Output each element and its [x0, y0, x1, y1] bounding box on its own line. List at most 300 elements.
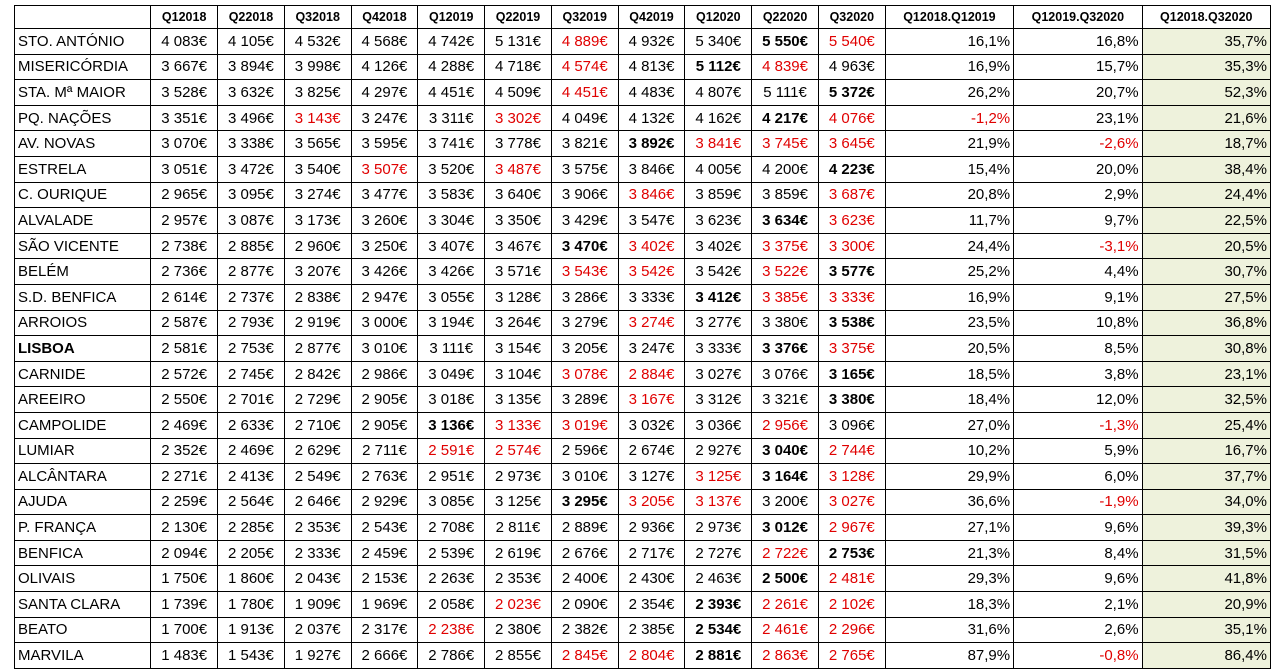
price-cell: 2 729€	[284, 387, 351, 413]
change-cell: 25,2%	[885, 259, 1013, 285]
table-row	[15, 233, 1271, 259]
price-cell: 2 745€	[218, 361, 285, 387]
price-cell: 2 564€	[218, 489, 285, 515]
price-cell: 3 032€	[618, 412, 685, 438]
price-cell: 3 632€	[218, 80, 285, 106]
price-cell: 3 321€	[752, 387, 819, 413]
change-cell: 2,6%	[1014, 617, 1142, 643]
price-cell: 3 998€	[284, 54, 351, 80]
price-cell: 2 413€	[218, 464, 285, 490]
price-cell: 2 711€	[351, 438, 418, 464]
price-cell: 2 058€	[418, 592, 485, 618]
price-cell: 2 614€	[151, 284, 218, 310]
change-cell: 16,9%	[885, 54, 1013, 80]
price-cell: 3 078€	[551, 361, 618, 387]
row-label: ALCÂNTARA	[15, 464, 151, 490]
change-cell: 22,5%	[1142, 208, 1270, 234]
price-cell: 3 640€	[485, 182, 552, 208]
price-cell: 3 000€	[351, 310, 418, 336]
column-header: Q12020	[685, 6, 752, 29]
price-cell: 2 333€	[284, 540, 351, 566]
change-cell: 38,4%	[1142, 156, 1270, 182]
price-cell: 1 860€	[218, 566, 285, 592]
price-cell: 4 509€	[485, 80, 552, 106]
change-cell: 3,8%	[1014, 361, 1142, 387]
price-cell: 4 005€	[685, 156, 752, 182]
change-cell: 87,9%	[885, 643, 1013, 669]
table-row	[15, 208, 1271, 234]
price-cell: 3 426€	[418, 259, 485, 285]
price-cell: 2 905€	[351, 387, 418, 413]
price-cell: 2 591€	[418, 438, 485, 464]
price-cell: 2 786€	[418, 643, 485, 669]
price-cell: 2 877€	[218, 259, 285, 285]
price-cell: 2 317€	[351, 617, 418, 643]
price-cell: 4 483€	[618, 80, 685, 106]
price-cell: 3 522€	[752, 259, 819, 285]
price-cell: 2 205€	[218, 540, 285, 566]
price-cell: 3 894€	[218, 54, 285, 80]
column-header: Q12019.Q32020	[1014, 6, 1142, 29]
price-cell: 2 738€	[151, 233, 218, 259]
price-cell: 3 125€	[685, 464, 752, 490]
column-header: Q12018	[151, 6, 218, 29]
change-cell: 21,9%	[885, 131, 1013, 157]
price-cell: 2 877€	[284, 336, 351, 362]
price-cell: 2 461€	[752, 617, 819, 643]
change-cell: -1,9%	[1014, 489, 1142, 515]
price-table	[14, 5, 1271, 669]
price-cell: 2 581€	[151, 336, 218, 362]
price-cell: 2 855€	[485, 643, 552, 669]
table-row	[15, 515, 1271, 541]
price-cell: 3 133€	[485, 412, 552, 438]
price-cell: 2 271€	[151, 464, 218, 490]
price-cell: 3 277€	[685, 310, 752, 336]
price-cell: 2 905€	[351, 412, 418, 438]
price-cell: 2 804€	[618, 643, 685, 669]
price-cell: 3 128€	[818, 464, 885, 490]
price-cell: 3 426€	[351, 259, 418, 285]
change-cell: 16,7%	[1142, 438, 1270, 464]
price-cell: 2 263€	[418, 566, 485, 592]
price-cell: 1 543€	[218, 643, 285, 669]
table-row	[15, 438, 1271, 464]
change-cell: 4,4%	[1014, 259, 1142, 285]
price-cell: 2 744€	[818, 438, 885, 464]
price-cell: 3 565€	[284, 131, 351, 157]
price-cell: 3 205€	[551, 336, 618, 362]
price-cell: 2 889€	[551, 515, 618, 541]
price-cell: 3 412€	[685, 284, 752, 310]
price-cell: 2 382€	[551, 617, 618, 643]
price-cell: 3 085€	[418, 489, 485, 515]
price-cell: 2 296€	[818, 617, 885, 643]
price-cell: 3 402€	[618, 233, 685, 259]
price-cell: 3 019€	[551, 412, 618, 438]
price-cell: 2 811€	[485, 515, 552, 541]
price-cell: 3 194€	[418, 310, 485, 336]
price-cell: 2 534€	[685, 617, 752, 643]
price-cell: 2 885€	[218, 233, 285, 259]
price-cell: 2 259€	[151, 489, 218, 515]
price-cell: 3 470€	[551, 233, 618, 259]
price-cell: 2 629€	[284, 438, 351, 464]
price-cell: 2 951€	[418, 464, 485, 490]
price-cell: 3 402€	[685, 233, 752, 259]
price-cell: 2 960€	[284, 233, 351, 259]
row-label: CAMPOLIDE	[15, 412, 151, 438]
price-cell: 2 838€	[284, 284, 351, 310]
price-cell: 3 375€	[818, 336, 885, 362]
price-cell: 2 353€	[284, 515, 351, 541]
price-cell: 4 532€	[284, 29, 351, 55]
price-cell: 3 018€	[418, 387, 485, 413]
price-cell: 3 010€	[551, 464, 618, 490]
price-cell: 3 055€	[418, 284, 485, 310]
price-cell: 4 076€	[818, 105, 885, 131]
price-cell: 1 750€	[151, 566, 218, 592]
price-cell: 3 125€	[485, 489, 552, 515]
price-cell: 3 540€	[284, 156, 351, 182]
price-cell: 2 094€	[151, 540, 218, 566]
price-cell: 3 143€	[284, 105, 351, 131]
price-cell: 2 463€	[685, 566, 752, 592]
table-row	[15, 54, 1271, 80]
price-cell: 2 947€	[351, 284, 418, 310]
row-label: S.D. BENFICA	[15, 284, 151, 310]
change-cell: 9,6%	[1014, 515, 1142, 541]
row-label: STA. Mª MAIOR	[15, 80, 151, 106]
table-row	[15, 566, 1271, 592]
price-cell: 2 380€	[485, 617, 552, 643]
price-cell: 3 520€	[418, 156, 485, 182]
change-cell: 21,6%	[1142, 105, 1270, 131]
price-cell: 3 825€	[284, 80, 351, 106]
price-cell: 3 260€	[351, 208, 418, 234]
price-cell: 2 539€	[418, 540, 485, 566]
price-cell: 2 550€	[151, 387, 218, 413]
price-cell: 3 076€	[752, 361, 819, 387]
row-label: BELÉM	[15, 259, 151, 285]
table-body	[15, 29, 1271, 669]
change-cell: 10,8%	[1014, 310, 1142, 336]
price-cell: 2 130€	[151, 515, 218, 541]
price-cell: 3 906€	[551, 182, 618, 208]
change-cell: 35,3%	[1142, 54, 1270, 80]
price-cell: 2 023€	[485, 592, 552, 618]
change-cell: 23,1%	[1014, 105, 1142, 131]
change-cell: 20,0%	[1014, 156, 1142, 182]
price-cell: 4 132€	[618, 105, 685, 131]
price-cell: 2 352€	[151, 438, 218, 464]
price-cell: 3 687€	[818, 182, 885, 208]
price-cell: 2 090€	[551, 592, 618, 618]
price-cell: 3 096€	[818, 412, 885, 438]
change-cell: -1,2%	[885, 105, 1013, 131]
change-cell: 6,0%	[1014, 464, 1142, 490]
price-cell: 4 889€	[551, 29, 618, 55]
price-cell: 2 701€	[218, 387, 285, 413]
price-cell: 4 200€	[752, 156, 819, 182]
price-cell: 3 892€	[618, 131, 685, 157]
table-row	[15, 361, 1271, 387]
price-cell: 2 385€	[618, 617, 685, 643]
price-cell: 3 012€	[752, 515, 819, 541]
change-cell: 20,8%	[885, 182, 1013, 208]
change-cell: 32,5%	[1142, 387, 1270, 413]
price-cell: 4 742€	[418, 29, 485, 55]
table-row	[15, 80, 1271, 106]
price-cell: 2 037€	[284, 617, 351, 643]
price-cell: 2 543€	[351, 515, 418, 541]
price-cell: 3 859€	[685, 182, 752, 208]
price-cell: 3 127€	[618, 464, 685, 490]
change-cell: 35,1%	[1142, 617, 1270, 643]
price-cell: 3 173€	[284, 208, 351, 234]
change-cell: 11,7%	[885, 208, 1013, 234]
price-cell: 3 154€	[485, 336, 552, 362]
price-cell: 3 741€	[418, 131, 485, 157]
change-cell: 12,0%	[1014, 387, 1142, 413]
change-cell: 20,5%	[885, 336, 1013, 362]
price-cell: 5 550€	[752, 29, 819, 55]
price-cell: 5 112€	[685, 54, 752, 80]
price-cell: 3 507€	[351, 156, 418, 182]
change-cell: 16,8%	[1014, 29, 1142, 55]
price-cell: 2 354€	[618, 592, 685, 618]
price-cell: 3 200€	[752, 489, 819, 515]
row-label: AJUDA	[15, 489, 151, 515]
price-cell: 2 676€	[551, 540, 618, 566]
row-label: AV. NOVAS	[15, 131, 151, 157]
price-cell: 2 727€	[685, 540, 752, 566]
table-row	[15, 156, 1271, 182]
price-cell: 3 351€	[151, 105, 218, 131]
change-cell: 9,6%	[1014, 566, 1142, 592]
price-cell: 2 967€	[818, 515, 885, 541]
price-cell: 3 264€	[485, 310, 552, 336]
change-cell: 20,9%	[1142, 592, 1270, 618]
row-label: MARVILA	[15, 643, 151, 669]
change-cell: 8,5%	[1014, 336, 1142, 362]
change-cell: -3,1%	[1014, 233, 1142, 259]
table-row	[15, 336, 1271, 362]
price-cell: 3 104€	[485, 361, 552, 387]
price-cell: 2 753€	[818, 540, 885, 566]
change-cell: 30,8%	[1142, 336, 1270, 362]
table-row	[15, 105, 1271, 131]
change-cell: 35,7%	[1142, 29, 1270, 55]
change-cell: 41,8%	[1142, 566, 1270, 592]
change-cell: 20,7%	[1014, 80, 1142, 106]
change-cell: 16,9%	[885, 284, 1013, 310]
row-label: BENFICA	[15, 540, 151, 566]
price-cell: 2 973€	[485, 464, 552, 490]
row-label: C. OURIQUE	[15, 182, 151, 208]
price-cell: 4 963€	[818, 54, 885, 80]
row-label: LISBOA	[15, 336, 151, 362]
price-cell: 2 927€	[685, 438, 752, 464]
price-cell: 4 297€	[351, 80, 418, 106]
price-cell: 3 070€	[151, 131, 218, 157]
change-cell: 37,7%	[1142, 464, 1270, 490]
price-cell: 3 333€	[685, 336, 752, 362]
price-cell: 3 577€	[818, 259, 885, 285]
table-row	[15, 643, 1271, 669]
price-cell: 3 571€	[485, 259, 552, 285]
price-cell: 3 538€	[818, 310, 885, 336]
price-cell: 2 500€	[752, 566, 819, 592]
price-cell: 4 839€	[752, 54, 819, 80]
price-cell: 3 027€	[818, 489, 885, 515]
change-cell: 39,3%	[1142, 515, 1270, 541]
change-cell: 5,9%	[1014, 438, 1142, 464]
row-label: ESTRELA	[15, 156, 151, 182]
change-cell: 52,3%	[1142, 80, 1270, 106]
price-cell: 3 623€	[685, 208, 752, 234]
price-cell: 4 049€	[551, 105, 618, 131]
row-label: OLIVAIS	[15, 566, 151, 592]
table-row	[15, 592, 1271, 618]
price-cell: 2 430€	[618, 566, 685, 592]
price-cell: 2 845€	[551, 643, 618, 669]
table-row	[15, 29, 1271, 55]
column-header: Q42019	[618, 6, 685, 29]
price-cell: 2 572€	[151, 361, 218, 387]
price-cell: 5 540€	[818, 29, 885, 55]
price-cell: 2 646€	[284, 489, 351, 515]
price-cell: 3 778€	[485, 131, 552, 157]
price-cell: 4 813€	[618, 54, 685, 80]
table-row	[15, 310, 1271, 336]
price-cell: 2 043€	[284, 566, 351, 592]
row-label: PQ. NAÇÕES	[15, 105, 151, 131]
price-cell: 2 986€	[351, 361, 418, 387]
price-cell: 3 542€	[618, 259, 685, 285]
price-cell: 2 722€	[752, 540, 819, 566]
row-label: SÃO VICENTE	[15, 233, 151, 259]
change-cell: 29,9%	[885, 464, 1013, 490]
column-header: Q12018.Q32020	[1142, 6, 1270, 29]
price-cell: 3 111€	[418, 336, 485, 362]
price-cell: 3 380€	[818, 387, 885, 413]
price-cell: 3 333€	[818, 284, 885, 310]
price-cell: 4 718€	[485, 54, 552, 80]
change-cell: 8,4%	[1014, 540, 1142, 566]
row-label: STO. ANTÓNIO	[15, 29, 151, 55]
price-cell: 2 596€	[551, 438, 618, 464]
price-cell: 3 645€	[818, 131, 885, 157]
change-cell: 23,5%	[885, 310, 1013, 336]
price-cell: 3 010€	[351, 336, 418, 362]
price-cell: 3 087€	[218, 208, 285, 234]
price-cell: 4 451€	[418, 80, 485, 106]
price-cell: 2 737€	[218, 284, 285, 310]
price-cell: 3 542€	[685, 259, 752, 285]
price-cell: 3 279€	[551, 310, 618, 336]
price-cell: 1 909€	[284, 592, 351, 618]
column-header: Q22020	[752, 6, 819, 29]
price-cell: 4 083€	[151, 29, 218, 55]
change-cell: 18,4%	[885, 387, 1013, 413]
column-header: Q12018.Q12019	[885, 6, 1013, 29]
change-cell: 34,0%	[1142, 489, 1270, 515]
price-cell: 4 105€	[218, 29, 285, 55]
price-cell: 1 483€	[151, 643, 218, 669]
change-cell: 26,2%	[885, 80, 1013, 106]
row-label: ARROIOS	[15, 310, 151, 336]
row-label: MISERICÓRDIA	[15, 54, 151, 80]
change-cell: 27,5%	[1142, 284, 1270, 310]
price-cell: 3 136€	[418, 412, 485, 438]
price-cell: 4 451€	[551, 80, 618, 106]
price-cell: 3 304€	[418, 208, 485, 234]
price-cell: 3 385€	[752, 284, 819, 310]
column-header: Q22018	[218, 6, 285, 29]
change-cell: 9,1%	[1014, 284, 1142, 310]
header-row	[15, 6, 1271, 29]
price-cell: 3 300€	[818, 233, 885, 259]
price-cell: 4 288€	[418, 54, 485, 80]
price-cell: 2 753€	[218, 336, 285, 362]
price-cell: 2 763€	[351, 464, 418, 490]
price-cell: 4 568€	[351, 29, 418, 55]
price-cell: 3 295€	[551, 489, 618, 515]
price-cell: 2 973€	[685, 515, 752, 541]
price-cell: 5 111€	[752, 80, 819, 106]
change-cell: 24,4%	[1142, 182, 1270, 208]
price-cell: 2 261€	[752, 592, 819, 618]
table-row	[15, 617, 1271, 643]
price-cell: 1 739€	[151, 592, 218, 618]
price-cell: 1 913€	[218, 617, 285, 643]
price-cell: 3 302€	[485, 105, 552, 131]
price-cell: 3 165€	[818, 361, 885, 387]
change-cell: 20,5%	[1142, 233, 1270, 259]
price-cell: 3 289€	[551, 387, 618, 413]
price-cell: 2 674€	[618, 438, 685, 464]
price-cell: 2 793€	[218, 310, 285, 336]
change-cell: 18,5%	[885, 361, 1013, 387]
price-cell: 2 469€	[218, 438, 285, 464]
price-cell: 3 036€	[685, 412, 752, 438]
price-cell: 3 247€	[351, 105, 418, 131]
change-cell: 18,7%	[1142, 131, 1270, 157]
price-cell: 1 780€	[218, 592, 285, 618]
change-cell: -1,3%	[1014, 412, 1142, 438]
price-cell: 3 137€	[685, 489, 752, 515]
price-cell: 2 929€	[351, 489, 418, 515]
price-cell: 3 274€	[618, 310, 685, 336]
price-cell: 2 400€	[551, 566, 618, 592]
price-cell: 3 595€	[351, 131, 418, 157]
price-cell: 3 841€	[685, 131, 752, 157]
price-cell: 2 957€	[151, 208, 218, 234]
price-cell: 3 407€	[418, 233, 485, 259]
column-header: Q22019	[485, 6, 552, 29]
price-cell: 3 528€	[151, 80, 218, 106]
price-cell: 2 881€	[685, 643, 752, 669]
price-cell: 3 049€	[418, 361, 485, 387]
price-cell: 3 247€	[618, 336, 685, 362]
price-cell: 3 128€	[485, 284, 552, 310]
price-cell: 3 135€	[485, 387, 552, 413]
price-cell: 4 574€	[551, 54, 618, 80]
price-cell: 3 040€	[752, 438, 819, 464]
price-cell: 3 583€	[418, 182, 485, 208]
price-cell: 2 633€	[218, 412, 285, 438]
